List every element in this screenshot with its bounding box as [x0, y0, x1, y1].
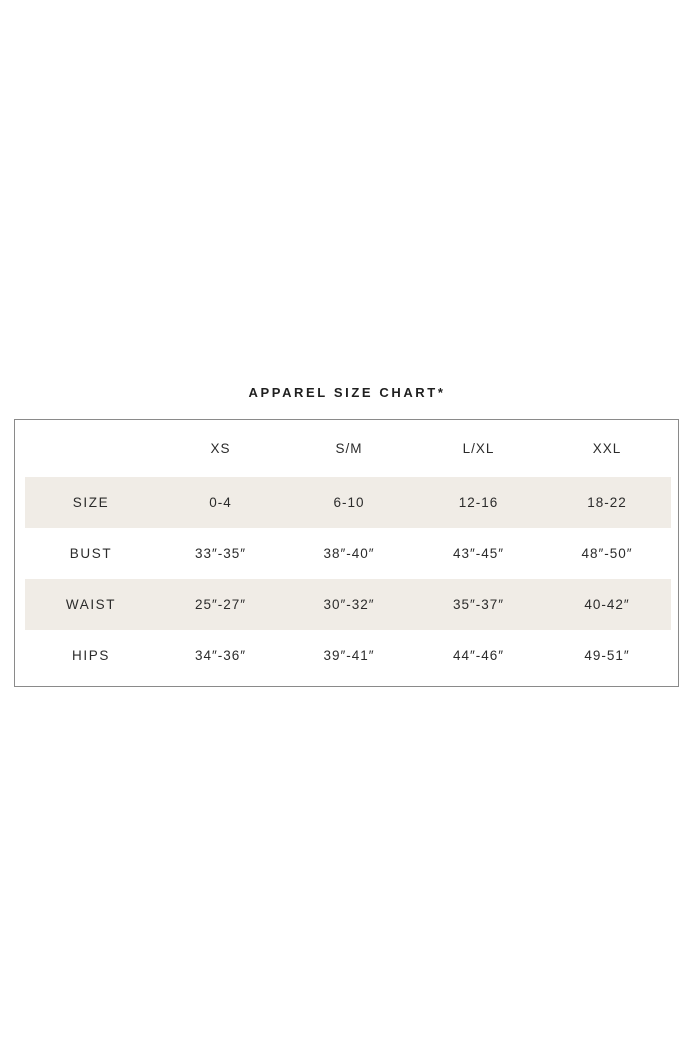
row-label: BUST: [69, 546, 113, 561]
table-row-size: [25, 477, 671, 528]
table-cell: 6-10: [333, 495, 365, 510]
header-cell-xxl: XXL: [592, 441, 622, 456]
table-row-bust: [25, 528, 671, 579]
size-table-grid: [25, 420, 671, 681]
table-cell: 40-42″: [584, 597, 630, 612]
row-label: HIPS: [72, 648, 110, 663]
table-cell: 0-4: [209, 495, 232, 510]
table-cell: 43″-45″: [452, 546, 505, 561]
header-cell-sm: S/M: [335, 441, 363, 456]
row-label: SIZE: [72, 495, 110, 510]
table-row-hips: [25, 630, 671, 681]
table-cell: 44″-46″: [452, 648, 505, 663]
table-row-waist: [25, 579, 671, 630]
table-header-row: [25, 420, 671, 477]
table-cell: 34″-36″: [194, 648, 247, 663]
table-cell: 30″-32″: [323, 597, 375, 612]
table-cell: 18-22: [587, 495, 627, 510]
size-chart-title: APPAREL SIZE CHART*: [248, 385, 446, 400]
table-cell: 49-51″: [584, 648, 630, 663]
table-cell: 48″-50″: [581, 546, 633, 561]
table-cell: 33″-35″: [194, 546, 247, 561]
table-cell: 38″-40″: [323, 546, 375, 561]
table-cell: 35″-37″: [452, 597, 505, 612]
table-cell: 39″-41″: [323, 648, 375, 663]
size-chart-table: [14, 419, 679, 687]
header-cell-xs: XS: [210, 441, 231, 456]
header-cell-lxl: L/XL: [462, 441, 495, 456]
table-cell: 25″-27″: [194, 597, 247, 612]
row-label: WAIST: [65, 597, 117, 612]
table-cell: 12-16: [458, 495, 499, 510]
